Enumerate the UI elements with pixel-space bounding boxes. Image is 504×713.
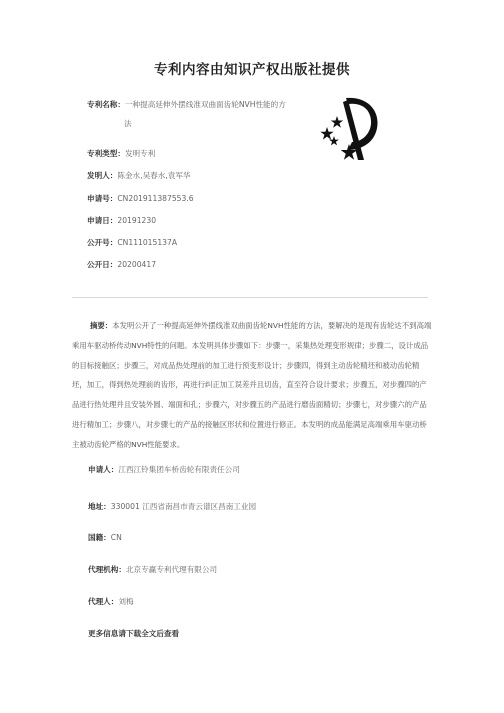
abstract-label: 摘要： [90, 321, 113, 330]
patent-type-label: 专利类型： [87, 149, 125, 158]
more-info-note: 更多信息请下载全文后查看 [88, 629, 180, 638]
application-number-row [87, 193, 357, 204]
abstract-block [72, 316, 432, 455]
publication-number-row [87, 237, 357, 248]
agency-label: 代理机构： [88, 565, 126, 574]
inventor-row [87, 170, 357, 181]
address-row [88, 501, 256, 512]
cnipa-stars-logo-icon [318, 92, 384, 162]
country-label: 国籍： [88, 533, 111, 542]
publication-date-value: 20200417 [117, 260, 157, 269]
section-divider [72, 297, 428, 298]
patent-type-value: 发明专利 [124, 149, 156, 158]
patent-type-row [87, 148, 357, 159]
publication-number-value: CN111015137A [117, 238, 178, 247]
page-title: 专利内容由知识产权出版社提供 [154, 62, 350, 78]
applicant-row [88, 464, 240, 475]
application-number-value: CN201911387553.6 [117, 194, 194, 203]
inventor-value: 陈金水,吴春水,袁军华 [117, 171, 191, 180]
publication-number-label: 公开号： [87, 238, 118, 247]
application-date-value: 20191230 [117, 216, 157, 225]
patent-name-value: 一种提高延伸外摆线准双曲面齿轮NVH性能的方 [124, 100, 286, 109]
country-value: CN [110, 533, 122, 542]
agency-row [88, 564, 217, 575]
applicant-label: 申请人： [88, 465, 119, 474]
application-date-row [87, 215, 357, 226]
application-date-label: 申请日： [87, 216, 118, 225]
agent-row [88, 596, 134, 607]
publication-date-label: 公开日： [87, 260, 118, 269]
agent-value: 刘梅 [118, 597, 134, 606]
applicant-value: 江西江铃集团车桥齿轮有限责任公司 [118, 465, 240, 474]
publication-date-row [87, 259, 357, 270]
patent-name-label: 专利名称： [87, 100, 125, 109]
address-label: 地址： [88, 502, 111, 511]
inventor-label: 发明人： [87, 171, 118, 180]
abstract-text: 本发明公开了一种提高延伸外摆线准双曲面齿轮NVH性能的方法，要解决的是现有齿轮达不到高端乘用车驱动桥传动NVH特性的问题。本发明具体步骤如下：步骤一，采集热处理变形规律；步骤二，设计成品的目标接触区；步骤三，对成品热处理前的加工进行预变形设计；步骤四，得到主动齿轮精坯和被动齿轮精坯，加工，得到热处理前的齿形，再进行纠正加工误差并且切齿，直至符合设计要求；步骤五，对步骤四的产品进行热处理并且安装外圆、端面和孔；步骤六，对步骤五的产品进行磨齿面精切；步骤七，对步骤六的产品进行精加工；步骤八，对步骤七的产品的接触区形状和位置进行修正。本发明的成品能满足高端乘用车驱动桥主被动齿轮严格的NVH性能要求。 [72, 321, 432, 449]
patent-name-value-continued: 法 [124, 119, 132, 128]
country-row [88, 532, 122, 543]
agent-label: 代理人： [88, 597, 119, 606]
application-number-label: 申请号： [87, 194, 118, 203]
address-value: 330001 江西省南昌市青云谱区昌南工业园 [110, 502, 257, 511]
patent-name-row [87, 99, 357, 129]
agency-value: 北京专赢专利代理有限公司 [125, 565, 218, 574]
